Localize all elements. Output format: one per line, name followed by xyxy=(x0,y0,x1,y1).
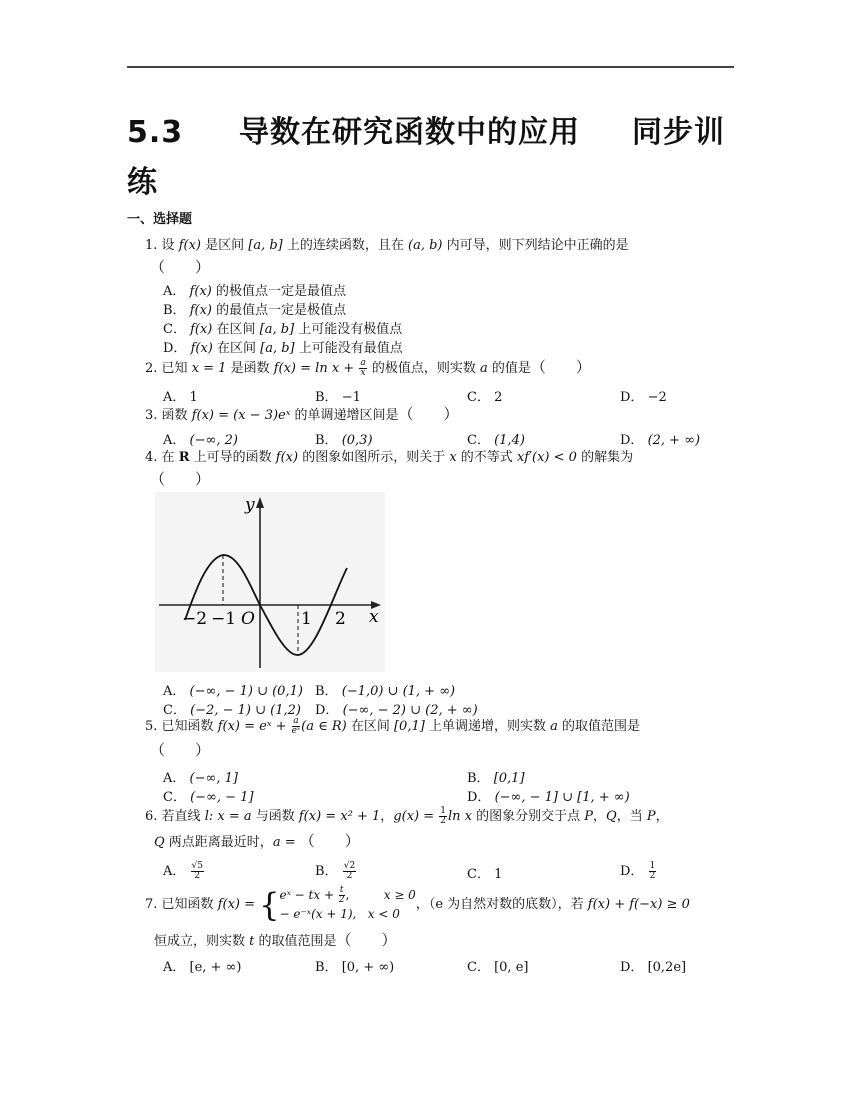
option-label: C． xyxy=(163,703,186,718)
q1-option-a[interactable] xyxy=(163,282,346,301)
option-value: (−∞, 2) xyxy=(189,433,238,448)
q7-option-b[interactable] xyxy=(315,956,394,975)
q2-frac-den: x xyxy=(360,368,366,378)
q3-option-a[interactable] xyxy=(163,429,238,448)
q1-number: 1. xyxy=(145,238,158,253)
option-value: (−1,0) ∪ (1, + ∞) xyxy=(341,684,456,699)
q1-d-interval: [a, b] xyxy=(260,341,295,356)
q2-number: 2. xyxy=(145,361,158,376)
option-value: (−∞, − 1) ∪ (0,1) xyxy=(189,684,303,699)
q7-piece1-b: , xyxy=(345,887,350,902)
q7-text-b: ，（e 为自然对数的底数），若 xyxy=(415,897,588,912)
q4-text-a: 在 xyxy=(161,450,179,465)
option-value: [0,1] xyxy=(493,771,525,786)
q6-option-a[interactable] xyxy=(163,860,205,881)
q2-function: f(x) = ln x + xyxy=(273,361,359,376)
option-label: C． xyxy=(467,960,490,975)
q4-x: x xyxy=(449,450,457,465)
q5-text-a: 已知函数 xyxy=(161,719,218,734)
q1-option-d[interactable] xyxy=(163,339,403,358)
option-value: (2, + ∞) xyxy=(647,433,701,448)
option-label: D． xyxy=(620,960,644,975)
q2-var: a xyxy=(479,361,488,376)
q2-condition: x = 1 xyxy=(191,361,227,376)
q6-g-den: 2 xyxy=(440,816,447,826)
option-value: (−2, − 1) ∪ (1,2) xyxy=(190,703,301,718)
q4-option-d[interactable] xyxy=(315,699,478,718)
option-value: (−∞, 1] xyxy=(189,771,238,786)
q3-option-d[interactable] xyxy=(620,429,700,448)
q6-p2: P xyxy=(646,809,656,824)
q4-text-e: 的解集为 xyxy=(576,450,634,465)
page-title xyxy=(127,108,747,208)
q7-cond2: x < 0 xyxy=(367,906,400,921)
option-label: C． xyxy=(163,322,186,337)
q7-piece-1 xyxy=(280,886,416,905)
q2-answer-paren: （ ） xyxy=(530,358,591,376)
q5-text-c: 上单调递增，则实数 xyxy=(424,719,551,734)
tick-label-1: 1 xyxy=(301,609,312,629)
q1-interval-closed: [a, b] xyxy=(248,238,283,253)
q1-fx: f(x) xyxy=(178,238,201,253)
q6-answer-paren: （ ） xyxy=(299,832,360,850)
option-label: A． xyxy=(163,390,186,405)
option-label: B． xyxy=(467,771,490,786)
q4-answer-paren: （ ） xyxy=(150,470,211,488)
q5-interval: [0,1] xyxy=(393,719,425,734)
q7-brace: { xyxy=(259,885,280,924)
option-label: D． xyxy=(315,703,339,718)
tick-label-neg2: −2 xyxy=(182,609,208,629)
q6-text-b: 与函数 xyxy=(251,809,299,824)
q6-q: Q xyxy=(606,809,617,824)
q7-piece1-frac xyxy=(339,886,345,905)
title-main: 导数在研究函数中的应用 xyxy=(239,115,580,150)
option-label: C． xyxy=(467,867,490,882)
q5-text-b: 在区间 xyxy=(346,719,394,734)
q5-option-d[interactable] xyxy=(467,786,630,805)
q4-inequality: xf′(x) < 0 xyxy=(516,450,577,465)
q7-option-c[interactable] xyxy=(467,956,528,975)
option-label: B． xyxy=(163,303,186,318)
q5-stem xyxy=(145,717,640,736)
option-value: [0, e] xyxy=(494,960,529,975)
origin-label: O xyxy=(241,609,255,629)
x-axis-label: x xyxy=(369,607,379,627)
q1-c-text-a: 在区间 xyxy=(212,322,260,337)
q6-sep: ， xyxy=(593,809,607,824)
option-label: A． xyxy=(163,284,186,299)
q6-text-f: 两点距离最近时， xyxy=(164,835,273,850)
q1-stem xyxy=(145,236,629,255)
q7-text-a: 已知函数 xyxy=(161,897,218,912)
q4-function-graph xyxy=(155,492,385,672)
title-tail: 同步训 xyxy=(632,115,725,150)
title-number: 5.3 xyxy=(127,115,184,150)
q6-p: P xyxy=(584,809,594,824)
option-value: (−∞, − 1] xyxy=(190,790,254,805)
q6-option-b[interactable] xyxy=(315,860,357,881)
frac-num: √2 xyxy=(343,861,356,871)
option-label: C． xyxy=(467,390,490,405)
graph-background xyxy=(155,492,385,672)
q5-number: 5. xyxy=(145,719,158,734)
option-label: D． xyxy=(467,790,491,805)
option-label: B． xyxy=(315,864,338,879)
q2-stem xyxy=(145,358,591,378)
q3-text-a: 函数 xyxy=(161,408,192,423)
option-label: D． xyxy=(620,390,644,405)
q1-d-text-a: 在区间 xyxy=(212,341,261,356)
q1-interval-open: (a, b) xyxy=(408,238,443,253)
q6-stem xyxy=(145,807,669,826)
q5-text-d: 的取值范围是 xyxy=(557,719,640,734)
q1-a-text: 的极值点一定是最值点 xyxy=(211,284,346,299)
q2-option-a[interactable] xyxy=(163,386,198,405)
q2-fraction xyxy=(359,359,366,378)
q6-stem-cont xyxy=(154,832,360,852)
q3-answer-paren: （ ） xyxy=(398,405,459,423)
option-fraction xyxy=(649,862,657,881)
q1-b-fx: f(x) xyxy=(189,303,212,318)
q6-q2: Q xyxy=(154,835,165,850)
q2-text-b: 是函数 xyxy=(226,361,274,376)
q6-number: 6. xyxy=(145,809,158,824)
q6-text-d: ，当 xyxy=(616,809,647,824)
frac-den: 2 xyxy=(649,871,656,881)
q6-text-c: 的图象分别交于点 xyxy=(472,809,585,824)
q7-inequality: f(x) + f(−x) ≥ 0 xyxy=(587,897,690,912)
q7-text-c: 恒成立，则实数 xyxy=(154,934,250,949)
q6-option-d[interactable] xyxy=(620,860,657,881)
q4-option-a[interactable] xyxy=(163,680,303,699)
q2-text-d: 的值是 xyxy=(487,361,531,376)
q2-option-c[interactable] xyxy=(467,386,502,405)
q3-option-b[interactable] xyxy=(315,429,373,448)
q1-a-fx: f(x) xyxy=(189,284,212,299)
q4-stem xyxy=(145,448,633,467)
q6-f: f(x) = x² + 1 xyxy=(298,809,381,824)
option-value: (−∞, − 2) ∪ (2, + ∞) xyxy=(342,703,478,718)
q4-text-b: 上可导的函数 xyxy=(189,450,276,465)
q3-number: 3. xyxy=(145,408,158,423)
q5-answer-paren: （ ） xyxy=(150,741,211,759)
q2-text-a: 已知 xyxy=(161,361,192,376)
option-fraction xyxy=(191,862,204,881)
q6-g-fraction xyxy=(439,807,447,826)
q4-fx: f(x) xyxy=(275,450,299,465)
q1-text-c: 上的连续函数，且在 xyxy=(282,238,408,253)
q5-frac-den: eˣ xyxy=(291,726,301,736)
option-label: A． xyxy=(163,864,186,879)
q7-text-d: 的取值范围是 xyxy=(254,934,337,949)
option-label: A． xyxy=(163,433,186,448)
q7-piecewise xyxy=(280,886,416,924)
frac-num: √5 xyxy=(191,861,203,871)
q2-option-b[interactable] xyxy=(315,386,361,405)
q6-line: l: x = a xyxy=(204,809,252,824)
option-label: A． xyxy=(163,771,186,786)
option-label: A． xyxy=(163,960,186,975)
option-label: D． xyxy=(620,433,644,448)
q3-stem xyxy=(145,405,459,425)
q4-text-d: 的不等式 xyxy=(456,450,517,465)
q6-g-num: 1 xyxy=(440,806,447,816)
q7-cond1: x ≥ 0 xyxy=(383,887,416,902)
option-value: [0,2e] xyxy=(647,960,687,975)
q1-d-text-b: 上可能没有最值点 xyxy=(294,341,403,356)
q7-piece1-num: t xyxy=(339,884,344,895)
q5-function-b: (a ∈ R) xyxy=(301,719,347,734)
q2-option-d[interactable] xyxy=(620,386,667,405)
q1-option-c[interactable] xyxy=(163,320,402,339)
q1-b-text: 的最值点一定是极值点 xyxy=(212,303,347,318)
option-label: B． xyxy=(315,390,338,405)
option-label: B． xyxy=(315,960,338,975)
option-value: [0, + ∞) xyxy=(341,960,395,975)
q5-option-c[interactable] xyxy=(163,786,254,805)
q1-c-interval: [a, b] xyxy=(259,322,295,337)
tick-label-2: 2 xyxy=(335,609,346,629)
option-label: C． xyxy=(163,790,186,805)
q6-a-eq: a = xyxy=(272,835,296,850)
q1-answer-paren: （ ） xyxy=(150,258,211,276)
q5-frac-num: a xyxy=(293,716,299,726)
q7-stem-cont xyxy=(154,931,397,951)
option-value: (0,3) xyxy=(341,433,373,448)
q1-option-b[interactable] xyxy=(163,301,346,320)
q2-frac-num: a xyxy=(360,358,366,368)
q7-piece2: − e⁻ˣ(x + 1), xyxy=(279,906,357,921)
title-wrap: 练 xyxy=(127,165,158,200)
q6-g-a: g(x) = xyxy=(393,809,439,824)
q6-text-e: ， xyxy=(655,809,669,824)
header-rule xyxy=(127,66,734,68)
option-label: C． xyxy=(467,433,490,448)
option-label: B． xyxy=(315,433,338,448)
q3-option-c[interactable] xyxy=(467,429,525,448)
q4-option-c[interactable] xyxy=(163,699,301,718)
q1-text-a: 设 xyxy=(161,238,179,253)
q7-option-a[interactable] xyxy=(163,956,242,975)
option-value: (1,4) xyxy=(494,433,525,448)
frac-den: 2 xyxy=(346,871,353,881)
q4-number: 4. xyxy=(145,450,158,465)
q1-text-b: 是区间 xyxy=(200,238,249,253)
option-fraction xyxy=(343,862,356,881)
option-label: A． xyxy=(163,684,186,699)
q7-option-d[interactable] xyxy=(620,956,686,975)
q1-d-fx: f(x) xyxy=(190,341,213,356)
q3-function: f(x) = (x − 3)eˣ xyxy=(191,408,291,423)
q7-piece1-den: 2 xyxy=(338,894,345,905)
option-label: D． xyxy=(620,864,644,879)
frac-den: 2 xyxy=(194,871,201,881)
q7-stem xyxy=(145,885,690,925)
option-value: −2 xyxy=(647,390,667,405)
q1-c-text-b: 上可能没有极值点 xyxy=(294,322,403,337)
q6-option-c[interactable] xyxy=(467,863,502,882)
q4-reals: R xyxy=(178,450,190,465)
tick-label-neg1: −1 xyxy=(211,609,237,629)
q4-option-b[interactable] xyxy=(315,680,455,699)
option-value: [e, + ∞) xyxy=(189,960,242,975)
option-label: B． xyxy=(315,684,338,699)
q6-g-b: ln x xyxy=(448,809,473,824)
q5-var: a xyxy=(550,719,558,734)
q5-fraction xyxy=(292,717,301,736)
q7-piece-2 xyxy=(280,905,416,924)
frac-num: 1 xyxy=(649,861,656,871)
q7-number: 7. xyxy=(145,897,158,912)
q2-text-c: 的极值点，则实数 xyxy=(367,361,480,376)
option-value: 1 xyxy=(189,390,198,405)
y-axis-label: y xyxy=(245,495,255,515)
q4-text-c: 的图象如图所示，则关于 xyxy=(298,450,450,465)
option-value: −1 xyxy=(341,390,361,405)
option-value: 1 xyxy=(494,867,503,882)
option-value: 2 xyxy=(494,390,503,405)
q1-text-d: 内可导，则下列结论中正确的是 xyxy=(442,238,629,253)
q7-function: f(x) = xyxy=(217,897,255,912)
q1-c-fx: f(x) xyxy=(190,322,213,337)
q7-piece1-a: eˣ − tx + xyxy=(279,887,338,902)
q6-text-a: 若直线 xyxy=(161,809,205,824)
q7-t: t xyxy=(249,934,255,949)
q5-option-b[interactable] xyxy=(467,767,525,786)
section-heading: 一、选择题 xyxy=(127,212,193,227)
option-value: (−∞, − 1] ∪ [1, + ∞) xyxy=(494,790,630,805)
q7-answer-paren: （ ） xyxy=(336,931,397,949)
q3-text-b: 的单调递增区间是 xyxy=(290,408,399,423)
q5-function-a: f(x) = eˣ + xyxy=(217,719,291,734)
q5-option-a[interactable] xyxy=(163,767,238,786)
option-label: D． xyxy=(163,341,187,356)
q6-comma: ， xyxy=(380,809,394,824)
